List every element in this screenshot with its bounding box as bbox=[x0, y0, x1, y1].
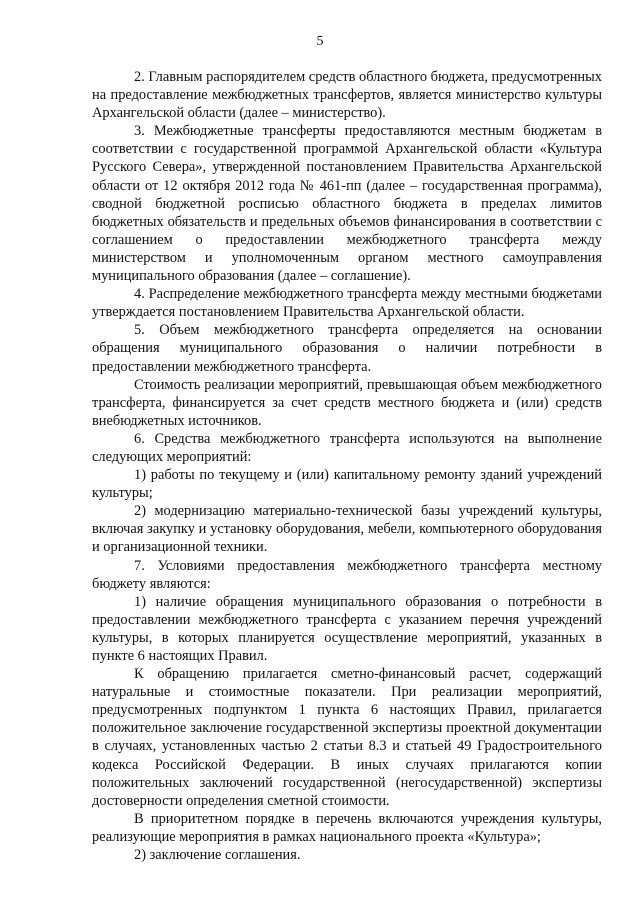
paragraph-7-conditions: 7. Условиями предоставления межбюджетного трансферта местному бюджету являются: bbox=[92, 557, 602, 592]
paragraph-5-volume: 5. Объем межбюджетного трансферта определяется на основании обращения муниципального образования о наличии потребности в предоставлении межбюджетного трансферта. bbox=[92, 322, 602, 375]
page-number: 5 bbox=[316, 34, 324, 49]
paragraph-7-item-2: 2) заключение соглашения. bbox=[134, 847, 301, 864]
paragraph-7-item-1: 1) наличие обращения муниципального образования о потребности в предоставлении межбюджетного трансферта с указанием перечня учреждений культуры, в которых планируется осуществление мероприятий, указанных в пункте 6 настоящих Правил. bbox=[92, 593, 602, 664]
paragraph-cost-excess: Стоимость реализации мероприятий, превышающая объем межбюджетного трансферта, финансируется за счет средств местного бюджета и (или) средств внебюджетных источников. bbox=[92, 376, 602, 429]
paragraph-3-transfers-provision: 3. Межбюджетные трансферты предоставляются местным бюджетам в соответствии с государственной программой Архангельской области «Культура Русского Севера», утвержденной постановлением Правительства Архангельской области от 12 октября 2012 года № 461-пп (далее – государственная программа), сводной бюджетной росписью областного бюджета в пределах лимитов бюджетных обязательств и предельных объемов финансирования в соответствии с соглашением о предоставлении межбюджетного трансферта между министерством и уполномоченным органом местного самоуправления муниципального образования (далее – соглашение). bbox=[92, 123, 602, 285]
paragraph-priority: В приоритетном порядке в перечень включаются учреждения культуры, реализующие мероприятия в рамках национального проекта «Культура»; bbox=[92, 810, 602, 845]
paragraph-6-usage: 6. Средства межбюджетного трансферта используются на выполнение следующих мероприятий: bbox=[92, 430, 602, 465]
paragraph-6-item-1: 1) работы по текущему и (или) капитальному ремонту зданий учреждений культуры; bbox=[92, 467, 602, 502]
paragraph-6-item-2: 2) модернизацию материально-технической базы учреждений культуры, включая закупку и установку оборудования, мебели, компьютерного оборудования и организационной техники. bbox=[92, 503, 602, 556]
paragraph-4-distribution: 4. Распределение межбюджетного трансферта между местными бюджетами утверждается постановлением Правительства Архангельской области. bbox=[92, 286, 602, 321]
document-body bbox=[92, 68, 602, 864]
paragraph-2-main-administrator: 2. Главным распорядителем средств областного бюджета, предусмотренных на предоставление межбюджетных трансфертов, является министерство культуры Архангельской области (далее – министерство). bbox=[92, 69, 602, 122]
paragraph-attachment: К обращению прилагается сметно-финансовый расчет, содержащий натуральные и стоимостные показатели. При реализации мероприятий, предусмотренных подпунктом 1 пункта 6 настоящих Правил, прилагается положительное заключение государственной экспертизы проектной документации в случаях, установленных частью 2 статьи 8.3 и статьей 49 Градостроительного кодекса Российской Федерации. В иных случаях прилагаются копии положительных заключений государственной (негосударственной) экспертизы достоверности определения сметной стоимости. bbox=[92, 666, 602, 809]
